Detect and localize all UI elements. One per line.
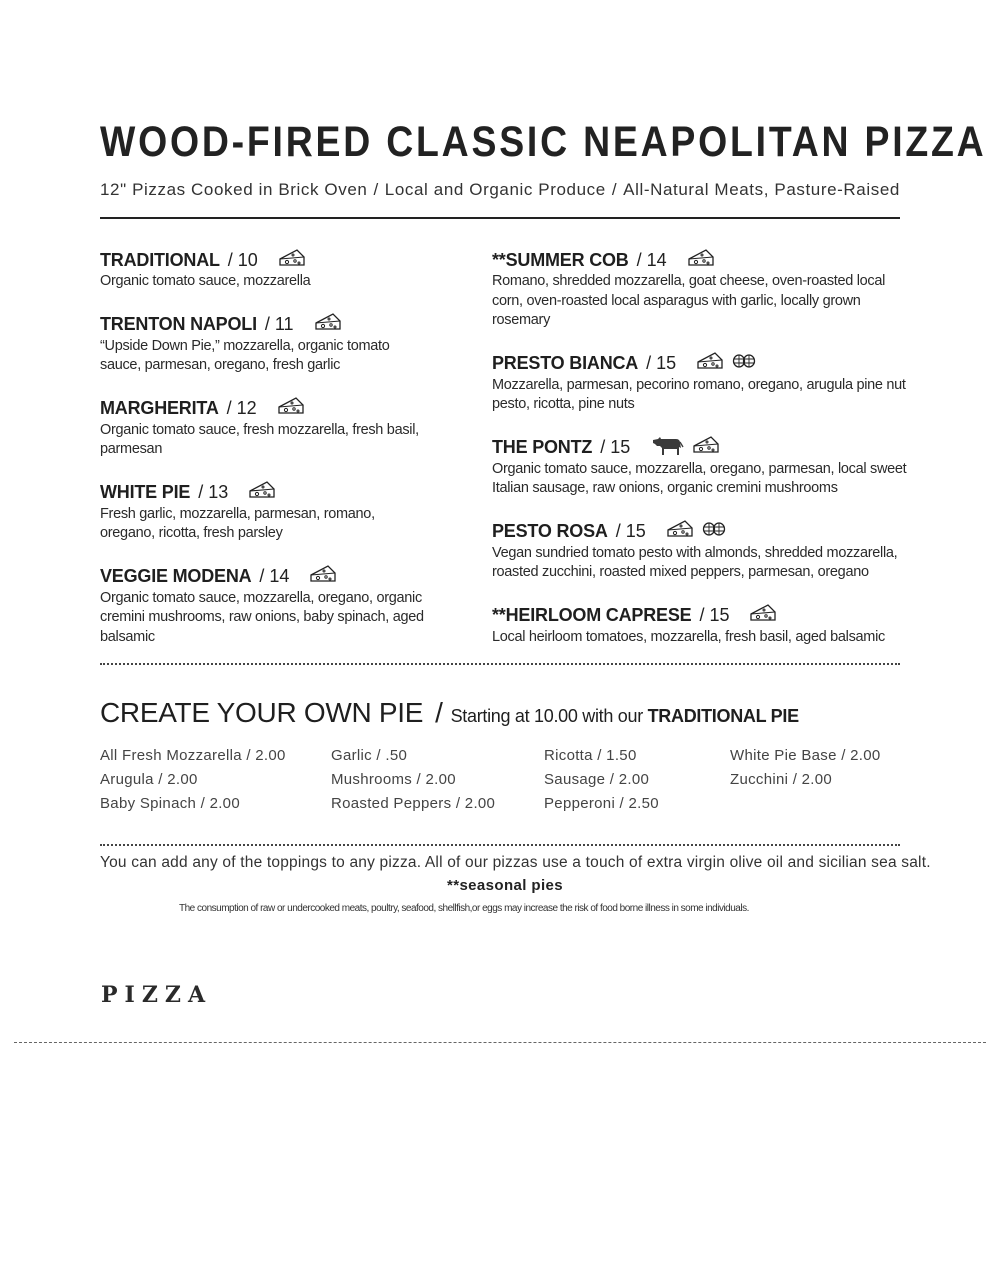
- menu-item-price: / 15: [600, 437, 631, 457]
- menu-item: [100, 313, 430, 376]
- menu-item-description: “Upside Down Pie,” mozzarella, organic tomato sauce, parmesan, oregano, fresh garlic: [100, 337, 390, 373]
- menu-item-header: [492, 352, 912, 376]
- cheese-icon: [666, 519, 694, 544]
- menu-item-description: Romano, shredded mozzarella, goat cheese, oven-roasted local corn, oven-roasted local asparagus with garlic, locally grown rosemary: [492, 273, 886, 328]
- menu-item-price: / 13: [198, 482, 229, 502]
- cut-line: [14, 1042, 986, 1043]
- menu-item-header: [100, 397, 430, 421]
- menu-item-description: Organic tomato sauce, mozzarella, oregano, organic cremini mushrooms, raw onions, baby spinach, aged balsamic: [100, 589, 424, 645]
- menu-item-price: / 11: [264, 314, 294, 334]
- health-disclaimer: The consumption of raw or undercooked meats, poultry, seafood, shellfish,or eggs may increase the risk of food borne illness in some individuals.: [179, 903, 749, 914]
- pizza-logo: PIZZA: [101, 982, 213, 1008]
- toppings-column: [730, 744, 881, 792]
- feature-natural-meats: All-Natural Meats, Pasture-Raised: [623, 180, 900, 199]
- cheese-icon: [314, 312, 342, 337]
- seasonal-note: **seasonal pies: [446, 877, 564, 894]
- menu-item-description: Mozzarella, parmesan, pecorino romano, oregano, arugula pine nut pesto, ricotta, pine nuts: [492, 376, 906, 412]
- cheese-icon: [692, 435, 720, 460]
- cheese-icon: [248, 480, 276, 505]
- topping-item: Baby Spinach / 2.00: [100, 795, 240, 812]
- menu-item: [100, 565, 430, 648]
- menu-item: [492, 352, 912, 415]
- menu-item-name: **SUMMER COB: [492, 249, 629, 270]
- menu-item-price: / 15: [615, 521, 646, 541]
- feature-local-organic: Local and Organic Produce: [384, 180, 606, 199]
- feature-line: [100, 180, 900, 200]
- menu-item-header: [100, 481, 430, 505]
- topping-item: All Fresh Mozzarella / 2.00: [100, 747, 286, 764]
- menu-item-name: PESTO ROSA: [492, 521, 608, 541]
- menu-item-header: [100, 313, 430, 337]
- feature-separator: /: [611, 180, 618, 199]
- menu-item-name: PRESTO BIANCA: [492, 353, 639, 373]
- menu-item-name: TRADITIONAL: [100, 249, 220, 270]
- menu-item: [100, 397, 430, 460]
- toppings-note: You can add any of the toppings to any pizza. All of our pizzas use a touch of extra virgin olive oil and sicilian sea salt.: [100, 854, 931, 871]
- cheese-icon: [687, 248, 715, 273]
- menu-item-name: TRENTON NAPOLI: [100, 314, 257, 334]
- menu-item-description: Vegan sundried tomato pesto with almonds, shredded mozzarella, roasted zucchini, roasted mixed peppers, parmesan, oregano: [492, 544, 898, 580]
- create-your-own-title: CREATE YOUR OWN PIE: [100, 697, 424, 728]
- topping-item: Ricotta / 1.50: [544, 747, 637, 764]
- cow-icon: [650, 433, 684, 462]
- toppings-column: [100, 744, 286, 816]
- menu-item: [492, 248, 912, 331]
- menu-item: [100, 481, 430, 544]
- create-your-own-heading: [100, 697, 799, 729]
- menu-item-price: / 10: [227, 249, 258, 270]
- base-pie-name: TRADITIONAL PIE: [647, 706, 799, 726]
- nut-icon: [732, 353, 756, 374]
- nut-icon: [702, 521, 726, 542]
- menu-item-header: [492, 604, 912, 628]
- topping-item: White Pie Base / 2.00: [730, 747, 881, 764]
- menu-item: [100, 248, 430, 292]
- menu-item-name: THE PONTZ: [492, 437, 593, 457]
- menu-item-description: Organic tomato sauce, mozzarella: [100, 273, 311, 289]
- menu-item: [492, 604, 912, 648]
- topping-item: Pepperoni / 2.50: [544, 795, 659, 812]
- section-divider: [100, 844, 900, 846]
- feature-separator: /: [373, 180, 379, 199]
- menu-item-description: Local heirloom tomatoes, mozzarella, fresh basil, aged balsamic: [492, 628, 885, 645]
- toppings-column: [544, 744, 659, 816]
- section-divider: [100, 663, 900, 665]
- cheese-icon: [309, 564, 337, 589]
- menu-item-name: VEGGIE MODENA: [100, 566, 252, 586]
- menu-item-name: **HEIRLOOM CAPRESE: [492, 605, 692, 625]
- topping-item: Zucchini / 2.00: [730, 771, 833, 788]
- menu-item-header: [100, 248, 430, 272]
- topping-item: Roasted Peppers / 2.00: [331, 795, 496, 812]
- menu-item-header: [492, 520, 912, 544]
- create-your-own-slash: /: [435, 697, 443, 728]
- topping-item: Mushrooms / 2.00: [331, 771, 456, 788]
- menu-item-price: / 14: [636, 249, 667, 270]
- menu-item-description: Fresh garlic, mozzarella, parmesan, romano, oregano, ricotta, fresh parsley: [100, 505, 375, 541]
- cheese-icon: [278, 248, 306, 273]
- starting-text: Starting at 10.00 with our: [450, 706, 643, 726]
- menu-item: [492, 436, 912, 499]
- menu-column-right: [492, 248, 912, 668]
- menu-item-description: Organic tomato sauce, fresh mozzarella, fresh basil, parmesan: [100, 421, 419, 457]
- menu-item-header: [100, 565, 430, 589]
- topping-item: Sausage / 2.00: [544, 771, 650, 788]
- cheese-icon: [696, 351, 724, 376]
- cheese-icon: [749, 603, 777, 628]
- create-your-own-subtitle: [451, 706, 799, 726]
- menu-item-header: [492, 436, 912, 460]
- header-divider: [100, 217, 900, 219]
- menu-item-description: Organic tomato sauce, mozzarella, oregano, parmesan, local sweet Italian sausage, raw onions, organic cremini mushrooms: [492, 460, 907, 496]
- menu-item-header: [492, 248, 912, 272]
- topping-item: Arugula / 2.00: [100, 771, 198, 788]
- menu-item-price: / 15: [699, 605, 730, 625]
- menu-item-name: WHITE PIE: [100, 482, 191, 502]
- topping-item: Garlic / .50: [331, 747, 408, 764]
- cheese-icon: [277, 396, 305, 421]
- menu-column-left: [100, 248, 430, 668]
- menu-item-name: MARGHERITA: [100, 398, 219, 418]
- menu-title: WOOD-FIRED CLASSIC NEAPOLITAN PIZZA: [100, 118, 987, 166]
- menu-item-price: / 14: [259, 566, 290, 586]
- menu-item-price: / 12: [226, 398, 257, 418]
- menu-item: [492, 520, 912, 583]
- toppings-column: [331, 744, 495, 816]
- menu-item-price: / 15: [646, 353, 677, 373]
- feature-brick-oven: 12" Pizzas Cooked in Brick Oven: [100, 180, 368, 199]
